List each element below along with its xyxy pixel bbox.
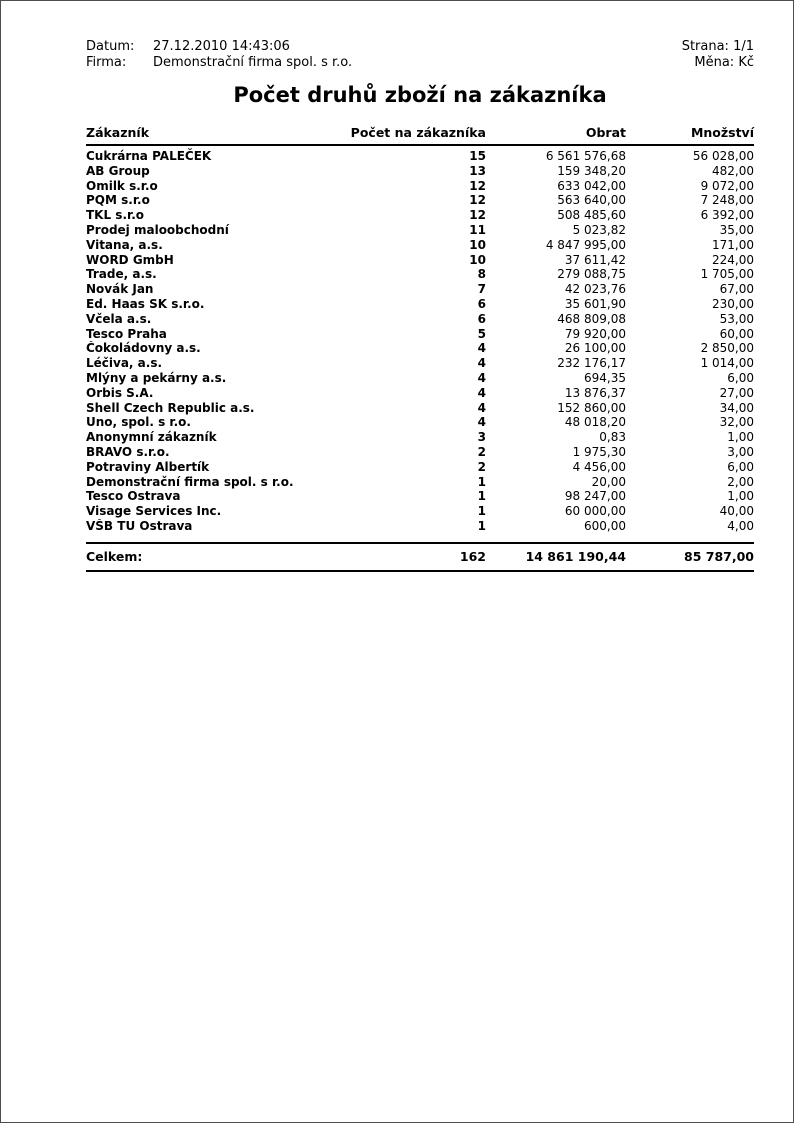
obrat-value: 60 000,00 — [564, 504, 626, 519]
obrat-value: 26 100,00 — [564, 341, 626, 356]
customer-name: Včela a.s. — [86, 311, 152, 326]
count-value: 7 — [477, 282, 486, 297]
obrat-value: 37 611,42 — [564, 252, 626, 267]
table-row — [86, 312, 754, 327]
column-header-pocet: Počet na zákazníka — [336, 125, 486, 145]
table-row — [86, 179, 754, 194]
table-row — [86, 504, 754, 519]
total-mnozstvi: 85 787,00 — [626, 543, 754, 571]
count-value: 4 — [477, 400, 486, 415]
mnozstvi-value: 53,00 — [719, 311, 754, 326]
mena-value: Měna: Kč — [694, 55, 754, 70]
column-header-obrat: Obrat — [486, 125, 626, 145]
mnozstvi-value: 6,00 — [727, 370, 754, 385]
table-body — [86, 145, 754, 543]
table-row — [86, 341, 754, 356]
table-row — [86, 519, 754, 543]
count-value: 1 — [477, 518, 486, 533]
mnozstvi-value: 2 850,00 — [700, 341, 754, 356]
customer-name: Potraviny Albertík — [86, 459, 210, 474]
firma-value: Demonstrační firma spol. s r.o. — [153, 55, 353, 70]
obrat-value: 159 348,20 — [557, 163, 626, 178]
customer-name: Léčiva, a.s. — [86, 356, 163, 371]
obrat-value: 4 456,00 — [572, 459, 626, 474]
table-row — [86, 401, 754, 416]
count-value: 2 — [477, 444, 486, 459]
mnozstvi-value: 1,00 — [727, 430, 754, 445]
obrat-value: 600,00 — [584, 518, 626, 533]
customer-name: Trade, a.s. — [86, 267, 157, 282]
customer-name: BRAVO s.r.o. — [86, 444, 170, 459]
table-row — [86, 386, 754, 401]
table-row — [86, 327, 754, 342]
table-row — [86, 223, 754, 238]
obrat-value: 42 023,76 — [564, 282, 626, 297]
table-row — [86, 164, 754, 179]
count-value: 15 — [469, 149, 486, 163]
customer-name: Tesco Praha — [86, 326, 167, 341]
table-head — [86, 125, 754, 145]
customer-name: TKL s.r.o — [86, 208, 145, 223]
table-row — [86, 208, 754, 223]
table-row — [86, 238, 754, 253]
customer-name: Demonstrační firma spol. s r.o. — [86, 474, 294, 489]
table-row — [86, 430, 754, 445]
count-value: 8 — [477, 267, 486, 282]
count-value: 1 — [477, 489, 486, 504]
table-row — [86, 475, 754, 490]
customer-name: Cukrárna PALEČEK — [86, 149, 212, 163]
count-value: 5 — [477, 326, 486, 341]
total-obrat: 14 861 190,44 — [486, 543, 626, 571]
mnozstvi-value: 27,00 — [719, 385, 754, 400]
count-value: 12 — [469, 208, 486, 223]
table-row — [86, 253, 754, 268]
count-value: 6 — [477, 296, 486, 311]
obrat-value: 4 847 995,00 — [545, 237, 626, 252]
mnozstvi-value: 34,00 — [719, 400, 754, 415]
customer-name: PQM s.r.o — [86, 193, 150, 208]
datum-value: 27.12.2010 14:43:06 — [153, 39, 290, 54]
customer-name: Omilk s.r.o — [86, 178, 158, 193]
count-value: 4 — [477, 415, 486, 430]
obrat-value: 5 023,82 — [572, 222, 626, 237]
report-header — [86, 39, 754, 71]
count-value: 4 — [477, 356, 486, 371]
column-header-mnozstvi: Množství — [626, 125, 754, 145]
mnozstvi-value: 482,00 — [712, 163, 754, 178]
mnozstvi-value: 1,00 — [727, 489, 754, 504]
customer-name: Mlýny a pekárny a.s. — [86, 370, 227, 385]
mnozstvi-value: 1 014,00 — [700, 356, 754, 371]
count-value: 4 — [477, 341, 486, 356]
obrat-value: 1 975,30 — [572, 444, 626, 459]
table-row — [86, 282, 754, 297]
mnozstvi-value: 56 028,00 — [692, 149, 754, 163]
customer-name: Ed. Haas SK s.r.o. — [86, 296, 205, 311]
mnozstvi-value: 6,00 — [727, 459, 754, 474]
column-header-zakaznik: Zákazník — [86, 125, 336, 145]
count-value: 1 — [477, 474, 486, 489]
page-title: Počet druhů zboží na zákazníka — [233, 83, 607, 107]
mnozstvi-value: 35,00 — [719, 222, 754, 237]
obrat-value: 79 920,00 — [564, 326, 626, 341]
customer-name: Čokoládovny a.s. — [86, 341, 201, 356]
count-value: 12 — [469, 178, 486, 193]
mnozstvi-value: 1 705,00 — [700, 267, 754, 282]
mnozstvi-value: 40,00 — [719, 504, 754, 519]
obrat-value: 0,83 — [599, 430, 626, 445]
mnozstvi-value: 6 392,00 — [700, 208, 754, 223]
mnozstvi-value: 32,00 — [719, 415, 754, 430]
table-row — [86, 297, 754, 312]
count-value: 10 — [469, 237, 486, 252]
obrat-value: 48 018,20 — [564, 415, 626, 430]
report-body — [1, 1, 793, 572]
customer-table — [86, 125, 754, 572]
count-value: 11 — [469, 222, 486, 237]
report-header-left — [86, 39, 352, 71]
mnozstvi-value: 3,00 — [727, 444, 754, 459]
customer-name: Orbis S.A. — [86, 385, 154, 400]
customer-name: Anonymní zákazník — [86, 430, 217, 445]
count-value: 6 — [477, 311, 486, 326]
table-row — [86, 460, 754, 475]
report-header-right — [682, 39, 754, 71]
obrat-value: 694,35 — [584, 370, 626, 385]
customer-name: Uno, spol. s r.o. — [86, 415, 191, 430]
customer-name: VŠB TU Ostrava — [86, 518, 193, 533]
obrat-value: 633 042,00 — [557, 178, 626, 193]
mnozstvi-value: 60,00 — [719, 326, 754, 341]
table-row — [86, 415, 754, 430]
obrat-value: 98 247,00 — [564, 489, 626, 504]
obrat-value: 6 561 576,68 — [545, 149, 626, 163]
mnozstvi-value: 67,00 — [719, 282, 754, 297]
obrat-value: 13 876,37 — [564, 385, 626, 400]
mnozstvi-value: 230,00 — [712, 296, 754, 311]
mnozstvi-value: 7 248,00 — [700, 193, 754, 208]
count-value: 4 — [477, 385, 486, 400]
customer-name: AB Group — [86, 163, 150, 178]
obrat-value: 20,00 — [591, 474, 626, 489]
count-value: 12 — [469, 193, 486, 208]
table-foot — [86, 543, 754, 571]
obrat-value: 279 088,75 — [557, 267, 626, 282]
table-header-row — [86, 125, 754, 145]
customer-name: Prodej maloobchodní — [86, 222, 229, 237]
table-row — [86, 145, 754, 164]
datum-label: Datum: — [86, 39, 135, 54]
mnozstvi-value: 9 072,00 — [700, 178, 754, 193]
customer-name: WORD GmbH — [86, 252, 174, 267]
customer-name: Vitana, a.s. — [86, 237, 163, 252]
customer-name: Visage Services Inc. — [86, 504, 222, 519]
count-value: 2 — [477, 459, 486, 474]
table-row — [86, 356, 754, 371]
mnozstvi-value: 4,00 — [727, 518, 754, 533]
obrat-value: 232 176,17 — [557, 356, 626, 371]
firma-label: Firma: — [86, 55, 127, 70]
count-value: 13 — [469, 163, 486, 178]
total-label: Celkem: — [86, 543, 336, 571]
customer-name: Tesco Ostrava — [86, 489, 181, 504]
table-row — [86, 371, 754, 386]
obrat-value: 152 860,00 — [557, 400, 626, 415]
count-value: 1 — [477, 504, 486, 519]
count-value: 4 — [477, 370, 486, 385]
obrat-value: 468 809,08 — [557, 311, 626, 326]
obrat-value: 563 640,00 — [557, 193, 626, 208]
table-row — [86, 267, 754, 282]
count-value: 3 — [477, 430, 486, 445]
count-value: 10 — [469, 252, 486, 267]
obrat-value: 508 485,60 — [557, 208, 626, 223]
mnozstvi-value: 171,00 — [712, 237, 754, 252]
strana-value: Strana: 1/1 — [681, 39, 754, 54]
mnozstvi-value: 2,00 — [727, 474, 754, 489]
table-row — [86, 193, 754, 208]
table-row — [86, 489, 754, 504]
mnozstvi-value: 224,00 — [712, 252, 754, 267]
table-row — [86, 445, 754, 460]
customer-name: Shell Czech Republic a.s. — [86, 400, 255, 415]
total-row — [86, 543, 754, 571]
customer-name: Novák Jan — [86, 282, 154, 297]
obrat-value: 35 601,90 — [564, 296, 626, 311]
total-count: 162 — [336, 543, 486, 571]
